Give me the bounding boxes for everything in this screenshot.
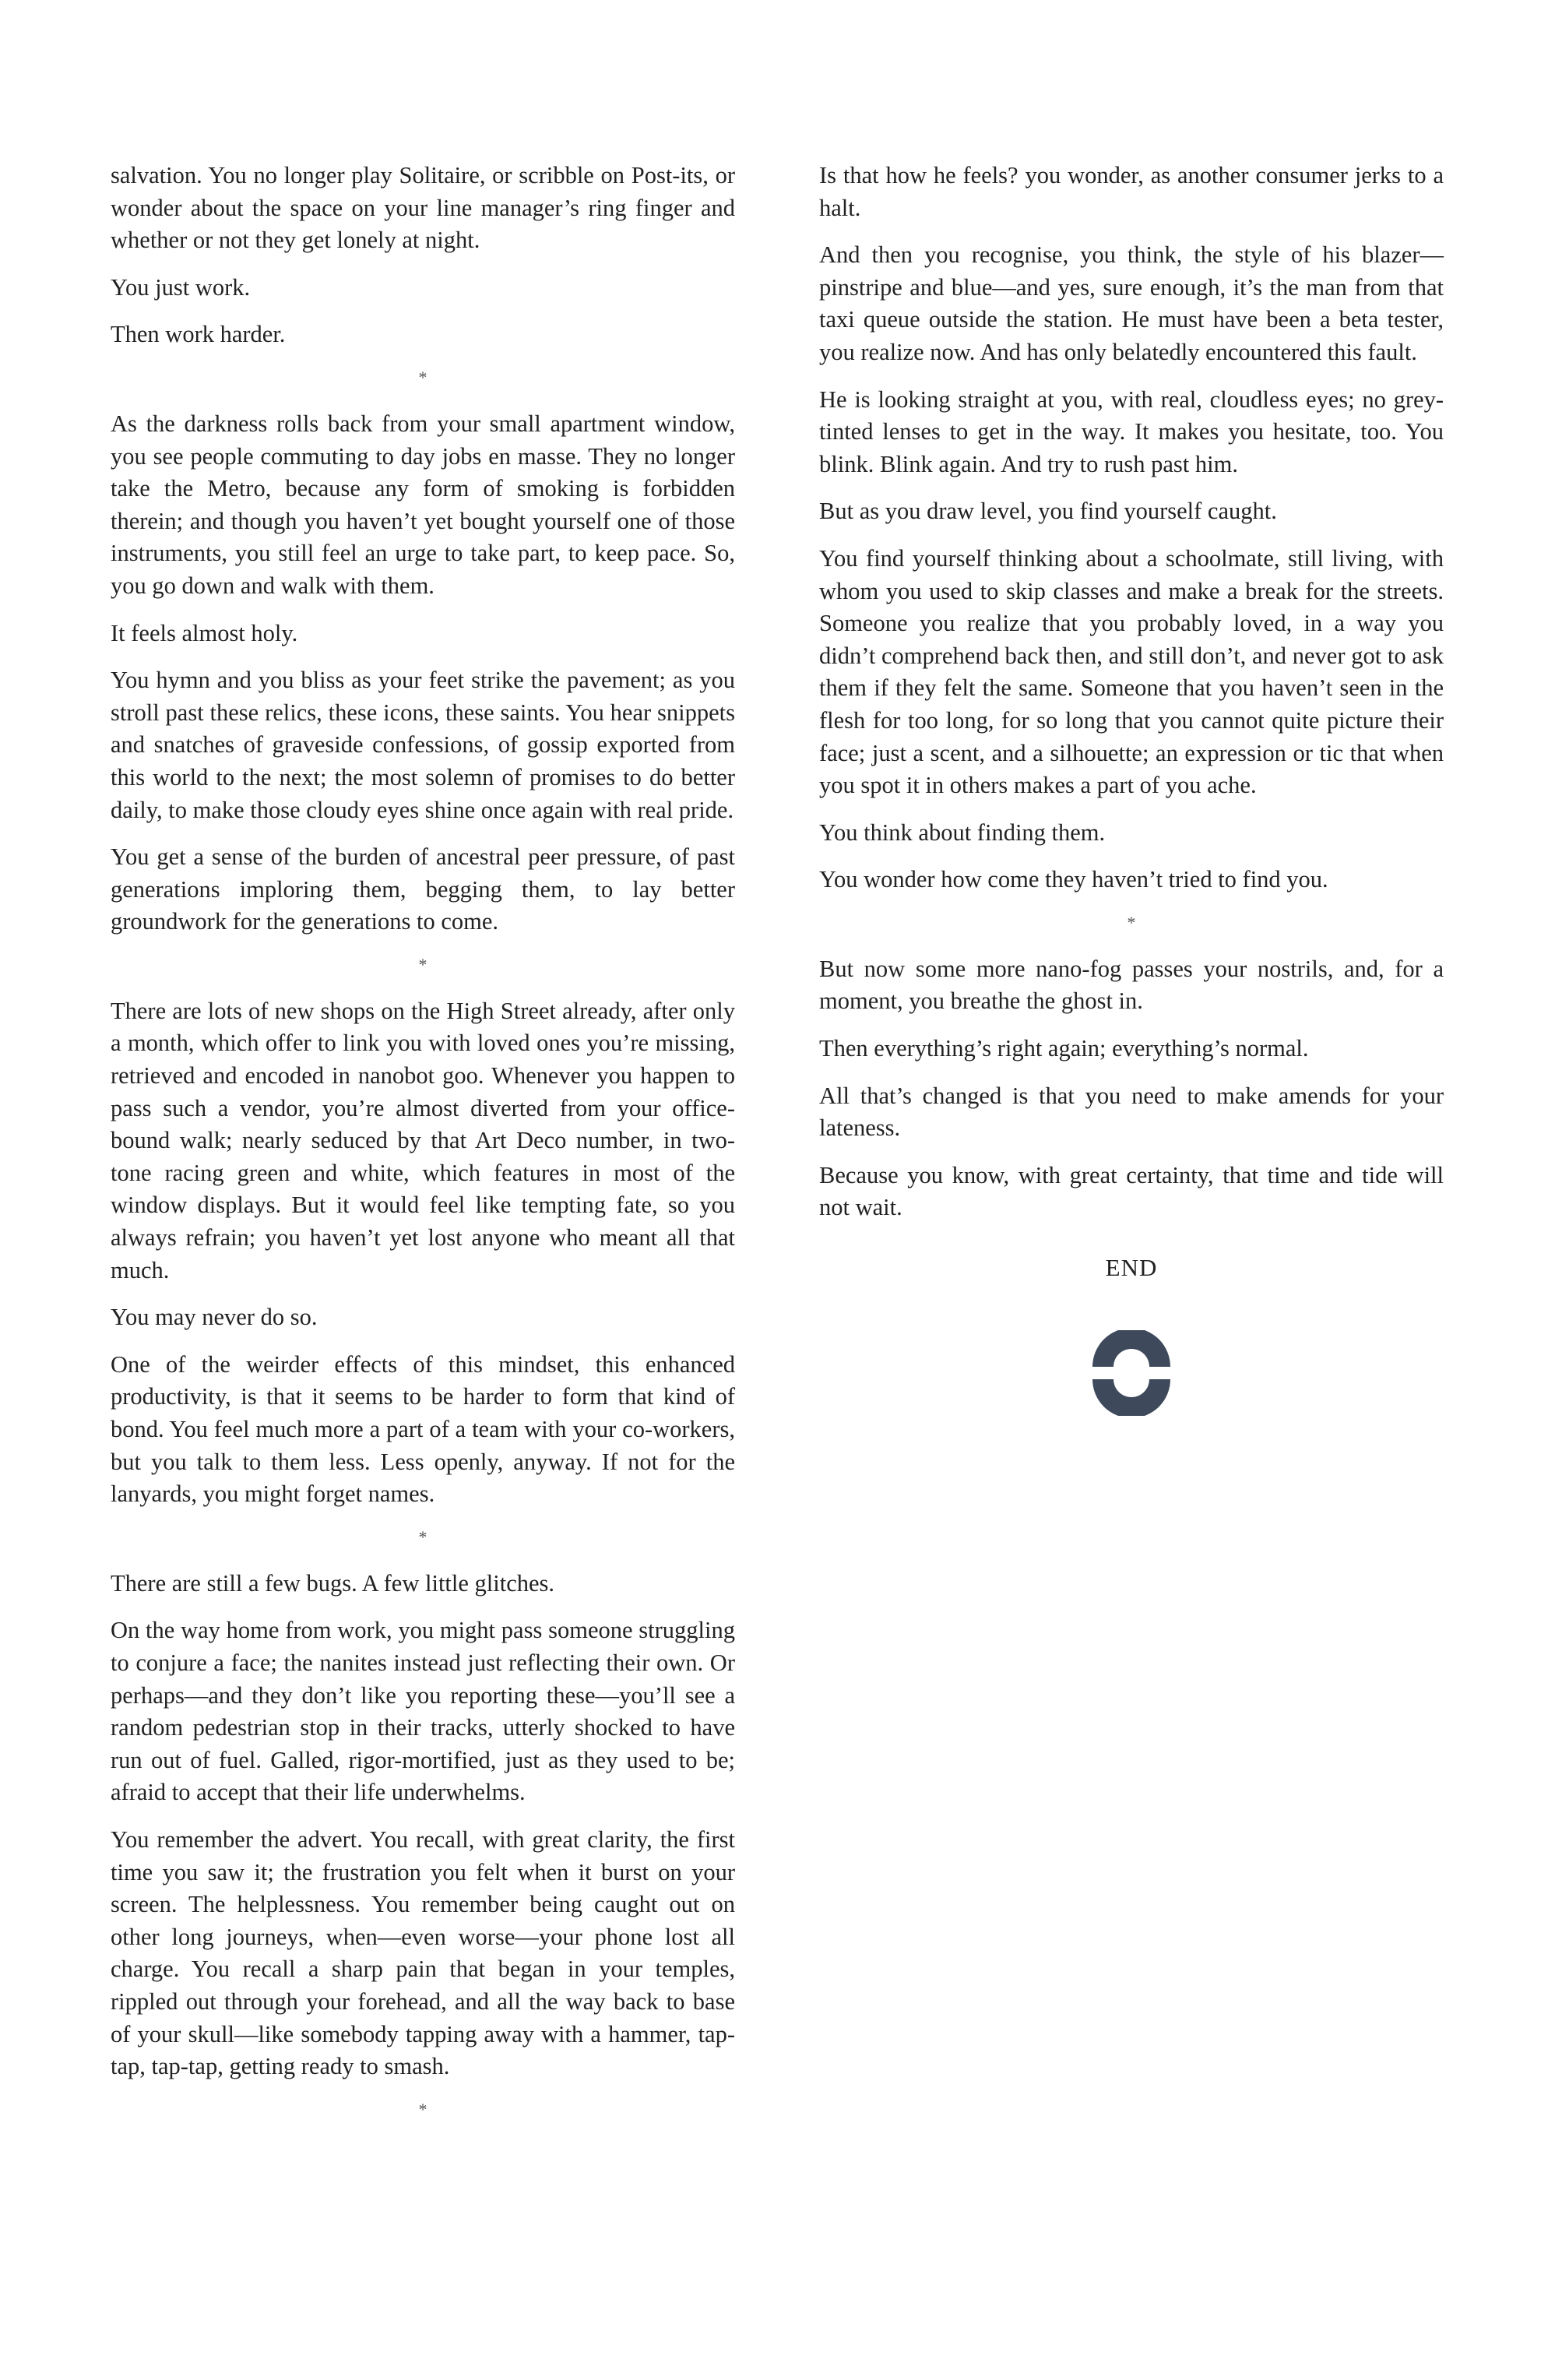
paragraph: You get a sense of the burden of ancestral peer pressure, of past generations imploring them, begging them, to lay better groundwork for the generations to come.: [111, 843, 735, 935]
logo-wrap: [819, 1330, 1444, 1416]
section-separator: *: [418, 954, 427, 974]
paragraph: You find yourself thinking about a schoolmate, still living, with whom you used to skip classes and make a break for the streets. Someone you realize that you probably loved, in a way you didn’t comprehend back then, and still don’t, and never got to ask them if they felt the same. Someone that you haven’t seen in the flesh for too long, for so long that you cannot quite picture their face; just a scent, and a silhouette; an expression or tic that when you spot it in others makes a part of you ache.: [819, 544, 1444, 799]
paragraph: As the darkness rolls back from your small apartment window, you see people commuting to day jobs en masse. They no longer take the Metro, because any form of smoking is forbidden therein; and though you haven’t yet bought yourself one of those instruments, you still feel an urge to take part, to keep pace. So, you go down and walk with them.: [111, 410, 735, 599]
paragraph: Because you know, with great certainty, that time and tide will not wait.: [819, 1161, 1444, 1221]
paragraph: You think about finding them.: [819, 819, 1106, 846]
paragraph: Then work harder.: [111, 321, 286, 348]
paragraph: There are still a few bugs. A few little glitches.: [111, 1569, 555, 1597]
paragraph: Is that how he feels? you wonder, as another consumer jerks to a halt.: [819, 162, 1444, 221]
paragraph: It feels almost holy.: [111, 619, 298, 646]
paragraph: You wonder how come they haven’t tried to find you.: [819, 866, 1328, 893]
paragraph: On the way home from work, you might pass someone struggling to conjure a face; the nanites instead just reflecting their own. Or perhaps—and they don’t like you reporting these—you’ll see a random pedestrian stop in their tracks, utterly shocked to have run out of fuel. Galled, rigor-mortified, just as they used to be; afraid to accept that their life underwhelms.: [111, 1617, 735, 1806]
paragraph: He is looking straight at you, with real, cloudless eyes; no grey-tinted lenses to get in the way. It makes you hesitate, too. You blink. Blink again. And try to rush past him.: [819, 386, 1444, 477]
paragraph: You may never do so.: [111, 1304, 318, 1331]
paragraph: All that’s changed is that you need to make amends for your lateness.: [819, 1082, 1444, 1142]
paragraph: You hymn and you bliss as your feet strike the pavement; as you stroll past these relics, these icons, these saints. You hear snippets and snatches of graveside confessions, of gossip exported from this world to the next; the most solemn of promises to do better daily, to make those cloudy eyes shine once again with real pride.: [111, 667, 735, 823]
paragraph: You just work.: [111, 273, 251, 301]
paragraph: There are lots of new shops on the High Street already, after only a month, which offer to link you with loved ones you’re missing, retrieved and encoded in nanobot goo. Whenever you happen to pass such a vendor, you’re almost diverted from your office-bound walk; nearly seduced by that Art Deco number, in two-tone racing green and white, which features in most of the window displays. But it would feel like tempting fate, so you always refrain; you haven’t yet lost anyone who meant all that much.: [111, 997, 735, 1283]
paragraph: Then everything’s right again; everything’s normal.: [819, 1035, 1309, 1062]
right-column-body: [819, 160, 1444, 1224]
paragraph: And then you recognise, you think, the style of his blazer—pinstripe and blue—and yes, sure enough, it’s the man from that taxi queue outside the station. He must have been a beta tester, you realize now. And has only belatedly encountered this fault.: [819, 241, 1444, 365]
section-separator: *: [418, 2099, 427, 2119]
split-circle-logo-icon: [1089, 1330, 1174, 1416]
section-separator: *: [1127, 912, 1136, 932]
section-separator: *: [418, 1526, 427, 1547]
right-column: [819, 160, 1444, 1416]
paragraph: One of the weirder effects of this mindset, this enhanced productivity, is that it seems to be harder to form that kind of bond. You feel much more a part of a team with your co-workers, but you talk to them less. Less openly, anyway. If not for the lanyards, you might forget names.: [111, 1350, 735, 1508]
paragraph: But as you draw level, you find yourself caught.: [819, 498, 1277, 525]
paragraph: You remember the advert. You recall, with great clarity, the first time you saw it; the frustration you felt when it burst on your screen. The helplessness. You remember being caught out on other long journeys, when—even worse—your phone lost all charge. You recall a sharp pain that began in your temples, rippled out through your forehead, and all the way back to base of your skull—like somebody tapping away with a hammer, tap-tap, tap-tap, getting ready to smash.: [111, 1825, 735, 2080]
left-column: [111, 160, 735, 2140]
paragraph: salvation. You no longer play Solitaire, or scribble on Post-its, or wonder about the space on your line manager’s ring finger and whether or not they get lonely at night.: [111, 162, 735, 254]
paragraph: But now some more nano-fog passes your nostrils, and, for a moment, you breathe the ghost in.: [819, 955, 1444, 1015]
section-separator: *: [418, 367, 427, 387]
end-label: END: [1105, 1254, 1158, 1282]
